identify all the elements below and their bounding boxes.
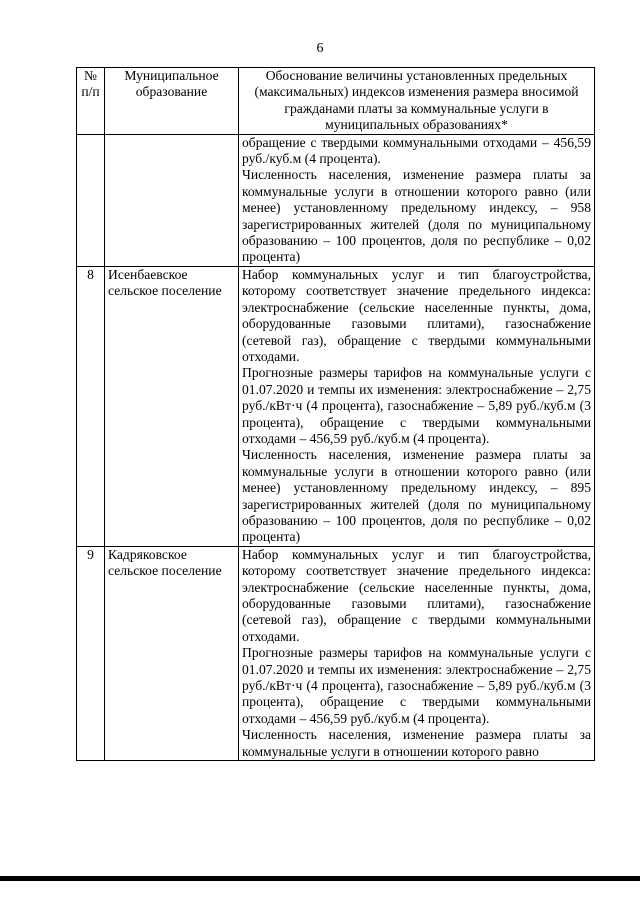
row-municipality: Кадряковское сельское поселение bbox=[105, 546, 239, 760]
justification-paragraph: Численность населения, изменение размера платы за коммунальные услуги в отношении которого равно bbox=[242, 727, 591, 759]
row-number: 9 bbox=[77, 546, 105, 760]
justification-paragraph: Прогнозные размеры тарифов на коммунальные услуги с 01.07.2020 и темпы их изменения: электроснабжение – 2,75 руб./кВт·ч (4 процента), газоснабжение – 5,89 руб./куб.м (3 процента), обращение с твердыми коммунальными отходами – 456,59 руб./куб.м (4 процента). bbox=[242, 365, 591, 446]
justification-paragraph: Набор коммунальных услуг и тип благоустройства, которому соответствует значение предельного индекса: электроснабжение (сельские населенные пункты, дома, оборудованные газовыми плитами), газоснабжение (сетевой газ), обращение с твердыми коммунальными отходами. bbox=[242, 266, 591, 364]
table-row bbox=[77, 266, 595, 546]
row-number: 8 bbox=[77, 266, 105, 546]
row-justification bbox=[239, 546, 595, 760]
row-number bbox=[77, 134, 105, 266]
page-number: 6 bbox=[316, 41, 324, 56]
justification-paragraph: Численность населения, изменение размера платы за коммунальные услуги в отношении которого равно (или менее) установленному предельному индексу, – 895 зарегистрированных жителей (доля по муниципальному образованию – 100 процентов, доля по республике – 0,02 процента) bbox=[242, 447, 591, 545]
table-row bbox=[77, 134, 595, 266]
table-header-row bbox=[77, 68, 595, 135]
row-justification bbox=[239, 134, 595, 266]
scan-edge-bar bbox=[0, 876, 640, 881]
table-row bbox=[77, 546, 595, 760]
tariff-index-table bbox=[76, 67, 595, 761]
header-number: № п/п bbox=[77, 68, 105, 135]
row-municipality: Исенбаевское сельское поселение bbox=[105, 266, 239, 546]
justification-paragraph: обращение с твердыми коммунальными отходами – 456,59 руб./куб.м (4 процента). bbox=[242, 134, 591, 167]
row-municipality bbox=[105, 134, 239, 266]
justification-paragraph: Численность населения, изменение размера платы за коммунальные услуги в отношении которого равно (или менее) установленному предельному индексу, – 958 зарегистрированных жителей (доля по муниципальному образованию – 100 процентов, доля по республике – 0,02 процента) bbox=[242, 167, 591, 265]
justification-paragraph: Набор коммунальных услуг и тип благоустройства, которому соответствует значение предельного индекса: электроснабжение (сельские населенные пункты, дома, оборудованные газовыми плитами), газоснабжение (сетевой газ), обращение с твердыми коммунальными отходами. bbox=[242, 546, 591, 644]
header-municipality: Муниципальное образование bbox=[105, 68, 239, 135]
justification-paragraph: Прогнозные размеры тарифов на коммунальные услуги с 01.07.2020 и темпы их изменения: электроснабжение – 2,75 руб./кВт·ч (4 процента), газоснабжение – 5,89 руб./куб.м (3 процента), обращение с твердыми коммунальными отходами – 456,59 руб./куб.м (4 процента). bbox=[242, 645, 591, 726]
row-justification bbox=[239, 266, 595, 546]
header-justification: Обоснование величины установленных предельных (максимальных) индексов изменения размера вносимой гражданами платы за коммунальные услуги в муниципальных образованиях* bbox=[239, 68, 595, 135]
